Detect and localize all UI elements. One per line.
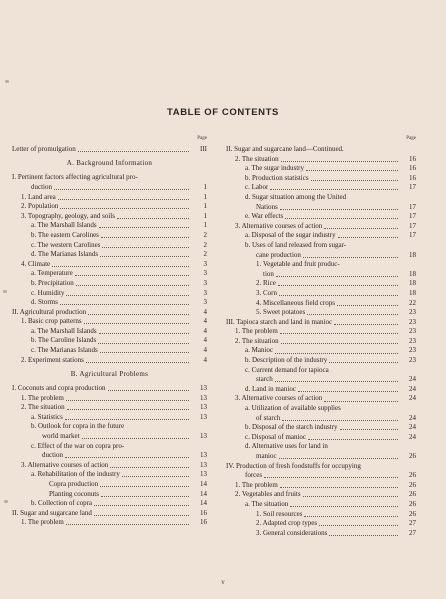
toc-entry-label: 1. The problem (21, 393, 64, 402)
dot-leader (280, 333, 398, 334)
toc-entry (226, 356, 416, 366)
toc-entry-page: 14 (200, 489, 207, 498)
toc-entry-label: 2. The situation (235, 336, 279, 345)
toc-entry-page: 4 (203, 307, 207, 316)
toc-entry (12, 269, 207, 279)
toc-entry (226, 155, 416, 165)
toc-entry-label: 1. The problem (235, 327, 278, 336)
toc-entry (12, 394, 207, 404)
toc-entry-label: tion (263, 269, 274, 278)
toc-entry-text: d. Alternative uses for land in (245, 442, 328, 451)
toc-entry (226, 337, 416, 347)
toc-entry-label: II. Agricultural production (12, 307, 87, 316)
page-number-footer: v (221, 578, 225, 586)
toc-entry (226, 423, 416, 433)
toc-entry-label: b. Disposal of the starch industry (245, 423, 338, 432)
toc-entry-page: 4 (203, 317, 207, 326)
toc-entry-label: c. Humidity (31, 288, 65, 297)
paper-speck (4, 500, 8, 503)
toc-entry-label: c. Labor (245, 183, 269, 192)
dot-leader (280, 209, 398, 210)
toc-entry-label: duction (42, 451, 63, 460)
toc-entry-label: a. Disposal of the sugar industry (245, 231, 336, 240)
toc-entry (226, 318, 416, 328)
toc-entry-label: a. Statistics (31, 412, 63, 421)
toc-entry-label: III. Tapioca starch and land in manioc (226, 317, 333, 326)
toc-entry-page: 16 (200, 508, 207, 517)
toc-entry (226, 289, 416, 299)
paper-speck (3, 290, 7, 293)
toc-entry-page: 22 (409, 298, 416, 307)
dot-leader (278, 285, 398, 286)
toc-entry-label: forces (245, 471, 263, 480)
toc-entry-page: 14 (200, 499, 207, 508)
toc-entry (12, 289, 207, 299)
toc-entry-label: world market (42, 432, 80, 440)
toc-entry (12, 384, 207, 394)
dot-leader (76, 285, 189, 286)
toc-entry-page: 27 (409, 519, 416, 528)
paper-speck (5, 80, 9, 83)
toc-entry-label: 3. Topography, geology, and soils (21, 211, 115, 220)
dot-leader (82, 438, 189, 439)
dot-leader (66, 400, 189, 401)
dot-leader (281, 161, 398, 162)
toc-entry-label: c. The western Carolines (31, 240, 101, 249)
toc-entry-label: b. Production statistics (245, 173, 309, 182)
toc-entry (12, 231, 207, 241)
toc-entry-page: 17 (409, 212, 416, 221)
toc-entry-label: a. Temperature (31, 269, 73, 278)
toc-entry-label: a. Manioc (245, 346, 273, 355)
toc-entry (12, 490, 207, 500)
toc-entry-label: 3. Alternative courses of action (235, 221, 323, 230)
toc-entry-page: 26 (409, 499, 416, 508)
toc-entry-text: c. Current demand for tapioca (245, 365, 329, 374)
toc-entry-label: 3. General considerations (256, 528, 328, 537)
toc-entry (12, 317, 207, 327)
toc-entry-label: 2. Rice (256, 279, 276, 288)
toc-entry-page: 23 (409, 327, 416, 336)
toc-entry-page: 26 (409, 509, 416, 518)
toc-entry (12, 346, 207, 356)
dot-leader (66, 524, 189, 525)
toc-entry-label: Nations (256, 202, 278, 211)
toc-entry-label: I. Coconuts and copra production (12, 384, 106, 393)
toc-entry (12, 432, 207, 442)
toc-entry-label: manioc (256, 452, 277, 460)
toc-entry-page: 23 (409, 346, 416, 355)
toc-entry-label: 3. Corn (256, 288, 277, 297)
toc-entry-text: c. Effect of the war on copra pro- (31, 441, 125, 450)
dot-leader (101, 496, 189, 497)
dot-leader (303, 257, 398, 258)
dot-leader (275, 353, 398, 354)
toc-entry-label: starch (256, 375, 273, 384)
toc-entry (226, 308, 416, 318)
toc-entry-page: 23 (409, 356, 416, 365)
dot-leader (275, 381, 398, 382)
toc-entry (226, 490, 416, 500)
dot-leader (108, 390, 189, 391)
dot-leader (100, 256, 189, 257)
toc-entry-page: 18 (409, 269, 416, 278)
toc-entry-label: e. War effects (245, 212, 284, 221)
toc-entry (226, 519, 416, 529)
toc-entry-page: 24 (409, 413, 416, 422)
dot-leader (307, 314, 398, 315)
toc-section-heading: A. Background Information (66, 159, 153, 168)
toc-entry-label: 2. Population (21, 202, 59, 211)
toc-entry (226, 500, 416, 510)
dot-leader (298, 391, 398, 392)
dot-leader (324, 401, 398, 402)
toc-entry (226, 510, 416, 520)
toc-entry (12, 193, 207, 203)
toc-entry (226, 375, 416, 385)
toc-entry-page: 4 (203, 355, 207, 364)
toc-entry-page: 1 (203, 192, 207, 201)
toc-entry (226, 174, 416, 184)
toc-entry-page: 18 (409, 279, 416, 288)
toc-entry-label: d. Land in manioc (245, 384, 296, 393)
toc-entry (12, 260, 207, 270)
toc-entry-page: 13 (200, 393, 207, 402)
toc-entry (12, 336, 207, 346)
dot-leader (270, 189, 398, 190)
toc-entry-label: 4. Climate (21, 259, 51, 268)
toc-entry (226, 327, 416, 337)
toc-entry-page: 26 (409, 452, 416, 460)
toc-entry (226, 222, 416, 232)
toc-entry (226, 299, 416, 309)
toc-left-column (12, 136, 207, 528)
dot-leader (285, 218, 398, 219)
toc-entry-page: 13 (200, 412, 207, 421)
dot-leader (101, 237, 189, 238)
toc-entry-text: b. Outlook for copra in the future (31, 422, 125, 431)
toc-entry-page: 2 (203, 230, 207, 239)
toc-entry-page: 27 (409, 528, 416, 537)
toc-entry-label: 2. The situation (21, 403, 65, 412)
dot-leader (78, 151, 189, 152)
toc-entry (226, 452, 416, 462)
toc-entry (226, 212, 416, 222)
toc-entry-page: 13 (200, 451, 207, 460)
toc-entry (226, 394, 416, 404)
toc-entry (12, 499, 207, 509)
toc-entry (226, 529, 416, 539)
toc-entry-label: 1. The problem (21, 518, 64, 527)
toc-entry-label: II. Sugar and sugarcane land (12, 508, 92, 517)
toc-right-column (226, 136, 416, 538)
toc-entry-text: a. Utilization of available supplies (245, 404, 341, 413)
dot-leader (279, 458, 398, 459)
toc-entry-page: 1 (203, 202, 207, 211)
toc-entry (226, 251, 416, 261)
toc-entry-page: 16 (409, 173, 416, 182)
toc-entry-label: a. The Marshall Islands (31, 221, 97, 230)
dot-leader (281, 343, 398, 344)
toc-entry (12, 241, 207, 251)
toc-entry (12, 461, 207, 471)
toc-entry-text: I. Pertinent factors affecting agricultural pro- (12, 173, 138, 182)
dot-leader (66, 295, 189, 296)
toc-entry-label: Copra production (49, 479, 99, 488)
dot-leader (264, 477, 398, 478)
toc-entry-page: 23 (409, 317, 416, 326)
toc-entry-label: 4. Miscellaneous field crops (256, 298, 335, 307)
toc-entry (226, 270, 416, 280)
dot-leader (303, 496, 398, 497)
toc-entry-page: 23 (409, 308, 416, 317)
toc-entry (226, 414, 416, 424)
toc-entry-page: 3 (203, 259, 207, 268)
toc-entry (226, 279, 416, 289)
toc-entry-page: 24 (409, 394, 416, 403)
dot-leader (117, 218, 189, 219)
toc-entry-page: 13 (200, 470, 207, 479)
toc-entry-page: 26 (409, 471, 416, 480)
toc-entry-label: 2. Experiment stations (21, 355, 84, 364)
dot-leader (100, 352, 189, 353)
dot-leader (99, 333, 189, 334)
toc-entry-page: 16 (409, 164, 416, 173)
dot-leader (60, 208, 189, 209)
toc-entry-label: 1. The problem (235, 480, 278, 489)
toc-entry-page: 3 (203, 298, 207, 307)
dot-leader (282, 420, 398, 421)
toc-entry-page: 24 (409, 375, 416, 384)
toc-entry-label: 1. Land area (21, 192, 56, 201)
toc-right-list (226, 145, 416, 538)
toc-entry-page: 17 (409, 221, 416, 230)
toc-entry-label: b. The eastern Carolines (31, 230, 99, 239)
toc-entry-label: 2. Vegetables and fruits (235, 490, 301, 499)
toc-entry-page: 24 (409, 384, 416, 393)
dot-leader (279, 295, 398, 296)
toc-entry-page: 18 (409, 250, 416, 259)
toc-entry (12, 509, 207, 519)
toc-entry (12, 403, 207, 413)
toc-entry (12, 451, 207, 461)
dot-leader (84, 323, 189, 324)
toc-entry (226, 164, 416, 174)
toc-entry-page: 13 (200, 384, 207, 393)
toc-entry (12, 212, 207, 222)
dot-leader (304, 516, 398, 517)
toc-entry-page: 18 (409, 288, 416, 297)
dot-leader (337, 305, 398, 306)
toc-entry-page: 23 (409, 336, 416, 345)
toc-entry (12, 145, 207, 155)
dot-leader (340, 429, 398, 430)
toc-entry-page: 3 (203, 288, 207, 297)
dot-leader (100, 486, 189, 487)
toc-entry (12, 413, 207, 423)
toc-entry-label: of starch (256, 413, 281, 422)
toc-entry (226, 183, 416, 193)
dot-leader (52, 266, 189, 267)
dot-leader (319, 525, 398, 526)
toc-entry-page: 26 (409, 480, 416, 489)
toc-entry-label: 2. Adapted crop types (256, 519, 318, 528)
toc-entry-page: 24 (409, 432, 416, 441)
toc-entry-page: 2 (203, 250, 207, 259)
toc-entry (226, 471, 416, 481)
dot-leader (98, 343, 189, 344)
dot-leader (329, 535, 398, 536)
toc-entry-page: 17 (409, 231, 416, 240)
toc-entry-text: d. Sugar situation among the United (245, 192, 347, 201)
toc-entry-page: 13 (200, 403, 207, 412)
toc-entry (12, 298, 207, 308)
toc-entry-label: Planting coconuts (49, 489, 99, 498)
dot-leader (67, 409, 189, 410)
toc-entry-page: 1 (203, 221, 207, 230)
dot-leader (86, 362, 189, 363)
toc-entry-label: 2. The situation (235, 154, 279, 163)
toc-entry-page: 4 (203, 346, 207, 355)
dot-leader (110, 467, 189, 468)
toc-entry-page: 4 (203, 326, 207, 335)
toc-entry-label: a. The sugar industry (245, 164, 304, 173)
dot-leader (280, 487, 398, 488)
dot-leader (311, 180, 398, 181)
toc-entry-text: II. Sugar and sugarcane land—Continued. (226, 145, 344, 153)
toc-entry-page: 13 (200, 460, 207, 469)
toc-entry (12, 327, 207, 337)
dot-leader (88, 314, 189, 315)
toc-entry-page: 14 (200, 479, 207, 488)
toc-entry-page: 17 (409, 183, 416, 192)
toc-entry (12, 183, 207, 193)
toc-entry-label: a. The situation (245, 499, 289, 508)
toc-entry (226, 231, 416, 241)
dot-leader (102, 247, 189, 248)
dot-leader (94, 515, 189, 516)
toc-entry (12, 279, 207, 289)
toc-entry-label: b. Description of the industry (245, 356, 328, 365)
toc-entry-page: 26 (409, 490, 416, 499)
toc-entry-label: duction (31, 182, 52, 191)
toc-entry-label: Letter of promulgation (12, 145, 76, 153)
toc-entry-page: 2 (203, 240, 207, 249)
dot-leader (308, 439, 398, 440)
dot-leader (58, 199, 189, 200)
toc-entry (226, 385, 416, 395)
toc-entry (226, 481, 416, 491)
toc-entry-label: 5. Sweet potatoes (256, 308, 306, 317)
toc-entry (12, 518, 207, 528)
dot-leader (75, 275, 189, 276)
toc-entry-label: 3. Alternative courses of action (235, 394, 323, 403)
toc-entry-page: 24 (409, 423, 416, 432)
dot-leader (324, 228, 398, 229)
toc-entry (226, 433, 416, 443)
page-column-label: Page (406, 136, 416, 141)
toc-entry (12, 470, 207, 480)
toc-entry-page: 4 (203, 336, 207, 345)
dot-leader (122, 476, 189, 477)
toc-entry-text: 1. Vegetable and fruit produc- (256, 260, 340, 269)
dot-leader (94, 505, 189, 506)
toc-entry-label: a. The Marshall Islands (31, 326, 97, 335)
toc-entry-label: cane production (256, 250, 301, 259)
toc-entry-label: d. The Marianas Islands (31, 250, 99, 259)
toc-entry-page: 17 (409, 202, 416, 211)
dot-leader (54, 189, 189, 190)
toc-entry-label: b. Collection of copra (31, 499, 93, 508)
toc-entry-label: b. The Caroline Islands (31, 336, 97, 345)
dot-leader (276, 276, 398, 277)
dot-leader (65, 457, 189, 458)
toc-entry-page: III (200, 145, 207, 153)
toc-entry-label: 1. Soil resources (256, 509, 303, 518)
toc-entry-label: d. Storms (31, 298, 58, 307)
toc-entry-label: c. Disposal of manioc (245, 432, 307, 441)
toc-entry (12, 202, 207, 212)
dot-leader (306, 170, 398, 171)
dot-leader (338, 237, 398, 238)
toc-entry (12, 308, 207, 318)
toc-entry (12, 221, 207, 231)
toc-entry-label: 3. Alternative courses of action (21, 460, 109, 469)
page-column-label: Page (197, 136, 207, 141)
dot-leader (290, 506, 398, 507)
toc-left-list (12, 145, 207, 528)
dot-leader (334, 324, 398, 325)
toc-entry (226, 203, 416, 213)
toc-entry-page: 3 (203, 278, 207, 287)
toc-entry-label: 1. Basic crop patterns (21, 317, 82, 326)
toc-entry-page: 1 (203, 182, 207, 191)
toc-entry-page: 13 (200, 432, 207, 440)
page-title: TABLE OF CONTENTS (167, 107, 279, 118)
toc-entry-text: IV. Production of fresh foodstuffs for occupying (226, 461, 361, 470)
toc-entry (12, 356, 207, 366)
dot-leader (329, 362, 398, 363)
toc-entry-label: b. Precipitation (31, 278, 74, 287)
dot-leader (65, 419, 189, 420)
toc-entry-label: c. The Marianas Islands (31, 346, 98, 355)
toc-entry-label: a. Rehabilitation of the industry (31, 470, 120, 479)
toc-entry-page: 1 (203, 211, 207, 220)
toc-entry-page: 3 (203, 269, 207, 278)
toc-entry-page: 16 (409, 154, 416, 163)
toc-entry (12, 250, 207, 260)
toc-entry (226, 346, 416, 356)
toc-section-heading: B. Agricultural Problems (70, 369, 149, 378)
toc-entry (12, 480, 207, 490)
dot-leader (99, 227, 189, 228)
toc-entry-text: b. Uses of land released from sugar- (245, 240, 347, 249)
toc-entry-page: 16 (200, 518, 207, 527)
dot-leader (60, 304, 189, 305)
